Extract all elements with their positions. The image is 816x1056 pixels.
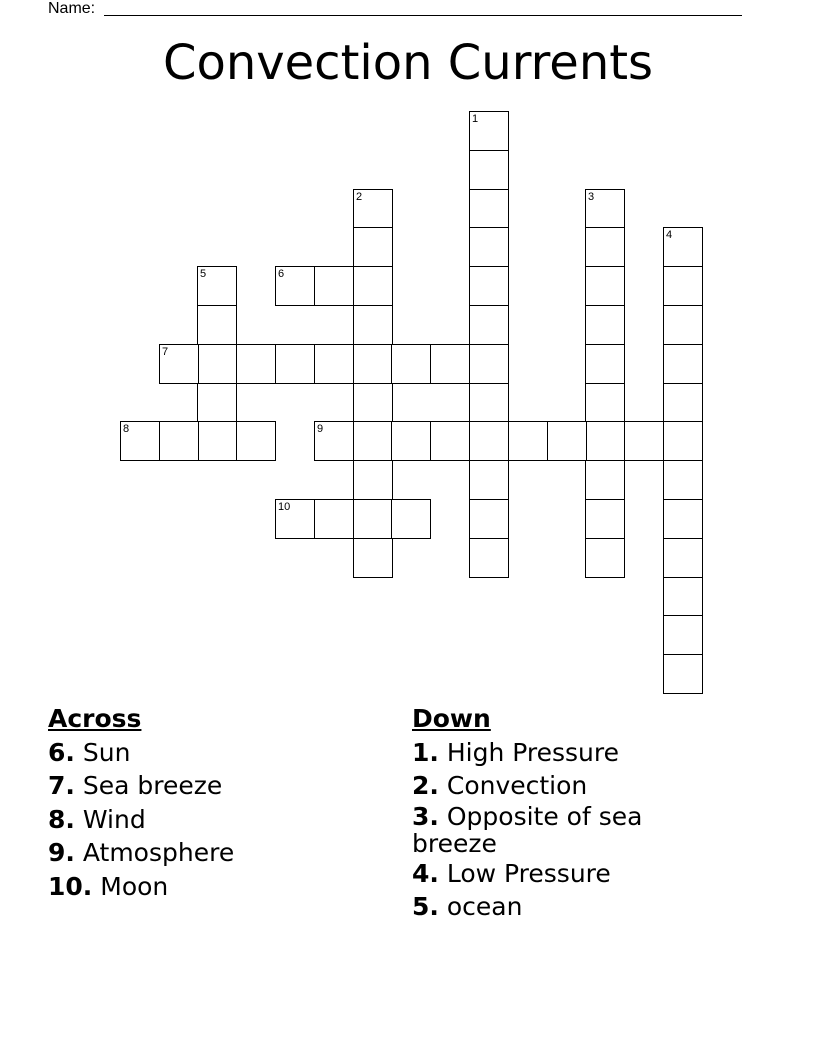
- grid-cell[interactable]: [353, 460, 393, 500]
- grid-cell[interactable]: [469, 189, 509, 229]
- clue-number-label: 6: [278, 268, 285, 280]
- clue-text: Sun: [82, 737, 131, 767]
- grid-cell[interactable]: [547, 421, 587, 461]
- grid-cell[interactable]: [314, 266, 354, 306]
- grid-cell[interactable]: [469, 227, 509, 267]
- clue-text: High Pressure: [446, 737, 620, 767]
- grid-cell[interactable]: [469, 460, 509, 500]
- grid-cell[interactable]: [430, 344, 470, 384]
- across-heading: Across: [48, 704, 142, 733]
- grid-cell-7[interactable]: [159, 344, 199, 384]
- grid-cell[interactable]: [391, 344, 431, 384]
- down-clue: [412, 803, 692, 857]
- clue-text: Sea breeze: [82, 771, 223, 800]
- down-heading: Down: [412, 704, 491, 733]
- clue-number-label: 2: [356, 191, 363, 203]
- across-clue: [48, 736, 368, 770]
- grid-cell-8[interactable]: [120, 421, 160, 461]
- clue-number-label: 9: [317, 423, 324, 435]
- clue-text: Moon: [100, 871, 169, 901]
- grid-cell[interactable]: [663, 266, 703, 306]
- grid-cell[interactable]: [197, 305, 237, 345]
- name-label: Name:: [48, 0, 96, 17]
- grid-cell[interactable]: [663, 577, 703, 617]
- grid-cell[interactable]: [663, 305, 703, 345]
- clue-number: 1.: [412, 737, 439, 767]
- grid-cell[interactable]: [353, 538, 393, 578]
- clue-number: 5.: [412, 892, 439, 921]
- across-clue: [48, 803, 368, 837]
- grid-cell[interactable]: [353, 344, 393, 384]
- clue-number-label: 1: [472, 113, 479, 125]
- clue-text: Low Pressure: [446, 858, 611, 888]
- clue-text: Wind: [82, 804, 146, 834]
- grid-cell[interactable]: [663, 654, 703, 694]
- grid-cell[interactable]: [469, 421, 509, 461]
- grid-cell[interactable]: [391, 421, 431, 461]
- grid-cell[interactable]: [585, 266, 625, 306]
- grid-cell[interactable]: [585, 383, 625, 423]
- clue-number: 10.: [48, 871, 93, 901]
- grid-cell[interactable]: [353, 266, 393, 306]
- down-clue: [412, 736, 692, 770]
- clue-number-label: 5: [200, 268, 207, 280]
- grid-cell-1[interactable]: [469, 111, 509, 151]
- grid-cell[interactable]: [353, 227, 393, 267]
- grid-cell[interactable]: [469, 305, 509, 345]
- grid-cell[interactable]: [391, 499, 431, 539]
- grid-cell[interactable]: [663, 460, 703, 500]
- grid-cell[interactable]: [585, 305, 625, 345]
- grid-cell[interactable]: [663, 421, 703, 461]
- grid-cell[interactable]: [353, 383, 393, 423]
- grid-cell[interactable]: [585, 499, 625, 539]
- page-title: Convection Currents: [162, 35, 654, 91]
- grid-cell-2[interactable]: [353, 189, 393, 229]
- grid-cell-6[interactable]: [275, 266, 315, 306]
- grid-cell-4[interactable]: [663, 227, 703, 267]
- down-clue: [412, 769, 692, 803]
- clue-number-label: 8: [123, 423, 130, 435]
- grid-cell[interactable]: [430, 421, 470, 461]
- grid-cell[interactable]: [469, 499, 509, 539]
- grid-cell-3[interactable]: [585, 189, 625, 229]
- clue-number-label: 7: [162, 346, 169, 358]
- clue-number-label: 10: [278, 501, 291, 513]
- grid-cell[interactable]: [469, 538, 509, 578]
- grid-cell[interactable]: [275, 344, 315, 384]
- clue-number: 9.: [48, 838, 75, 867]
- clue-number: 3.: [412, 801, 439, 831]
- clue-number-label: 3: [588, 191, 595, 203]
- grid-cell[interactable]: [314, 344, 354, 384]
- grid-cell-5[interactable]: [197, 266, 237, 306]
- grid-cell[interactable]: [585, 460, 625, 500]
- grid-cell[interactable]: [197, 421, 237, 461]
- grid-cell[interactable]: [585, 421, 625, 461]
- clue-number: 4.: [412, 858, 439, 888]
- across-clues: [48, 702, 368, 903]
- clue-text: ocean: [446, 892, 523, 921]
- grid-cell-10[interactable]: [275, 499, 315, 539]
- grid-cell[interactable]: [585, 538, 625, 578]
- across-clue: [48, 836, 368, 870]
- grid-cell[interactable]: [663, 499, 703, 539]
- grid-cell[interactable]: [236, 421, 276, 461]
- down-clue: [412, 857, 692, 891]
- grid-cell[interactable]: [353, 305, 393, 345]
- clue-text: Atmosphere: [82, 838, 235, 867]
- grid-cell[interactable]: [663, 344, 703, 384]
- grid-cell[interactable]: [197, 383, 237, 423]
- grid-cell[interactable]: [314, 499, 354, 539]
- grid-cell[interactable]: [159, 421, 199, 461]
- down-clues: [412, 702, 692, 924]
- down-clue: [412, 890, 692, 924]
- grid-cell[interactable]: [469, 383, 509, 423]
- across-clue: [48, 769, 368, 803]
- grid-cell[interactable]: [469, 266, 509, 306]
- clue-number: 2.: [412, 771, 439, 800]
- grid-cell[interactable]: [508, 421, 548, 461]
- grid-cell[interactable]: [663, 615, 703, 655]
- clue-number-label: 4: [666, 229, 673, 241]
- grid-cell-9[interactable]: [314, 421, 354, 461]
- clue-number: 6.: [48, 737, 75, 767]
- grid-cell[interactable]: [585, 227, 625, 267]
- grid-cell[interactable]: [469, 344, 509, 384]
- clue-text: Opposite of sea breeze: [412, 801, 643, 858]
- clue-text: Convection: [446, 771, 588, 800]
- grid-cell[interactable]: [197, 344, 237, 384]
- clue-number: 7.: [48, 771, 75, 800]
- grid-cell[interactable]: [585, 344, 625, 384]
- grid-cell[interactable]: [624, 421, 664, 461]
- across-clue: [48, 870, 368, 904]
- grid-cell[interactable]: [663, 383, 703, 423]
- grid-cell[interactable]: [469, 150, 509, 190]
- grid-cell[interactable]: [663, 538, 703, 578]
- grid-cell[interactable]: [353, 499, 393, 539]
- clue-number: 8.: [48, 804, 75, 834]
- grid-cell[interactable]: [236, 344, 276, 384]
- grid-cell[interactable]: [353, 421, 393, 461]
